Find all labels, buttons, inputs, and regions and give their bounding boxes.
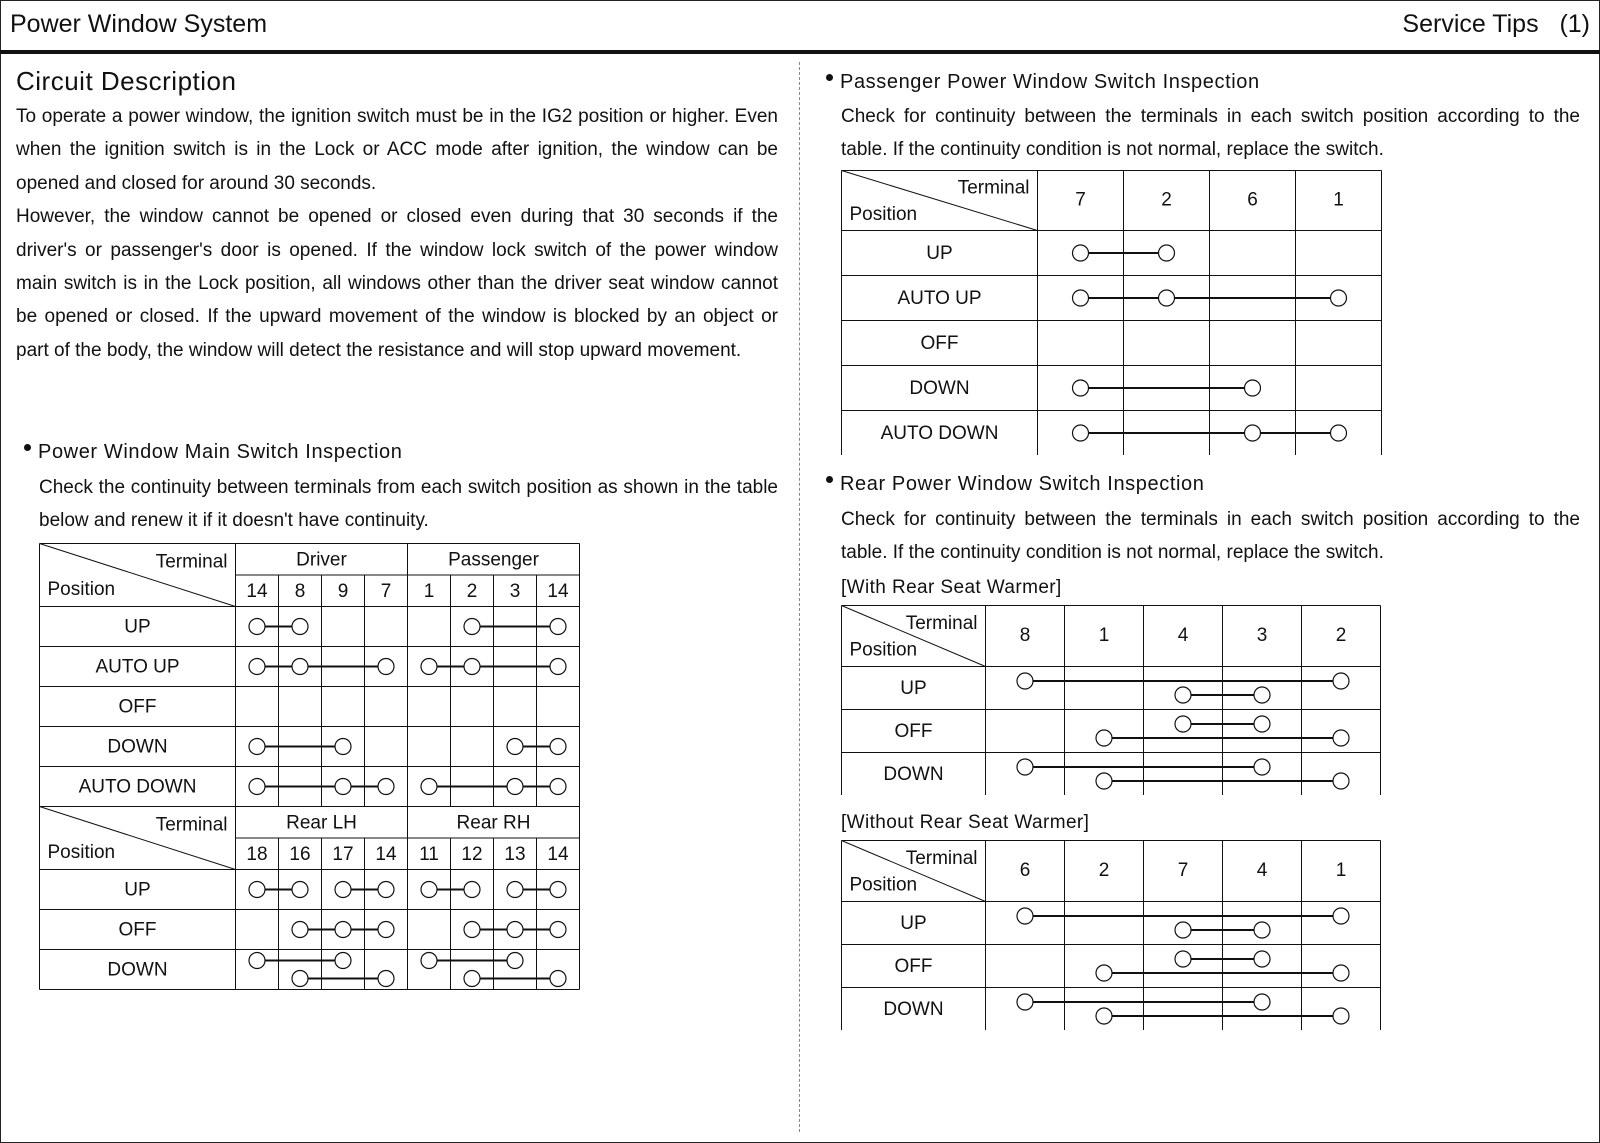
page-number: (1) — [1559, 10, 1590, 38]
terminal-number: 4 — [1177, 625, 1189, 647]
terminal-node-icon — [249, 619, 265, 635]
position-label: OFF — [894, 721, 933, 743]
terminal-node-icon — [1254, 687, 1270, 703]
circuit-paragraph-2: However, the window cannot be opened or closed even during that 30 seconds if the driver's or passenger's door is opened. If the window lock switch of the power window main switch is in the Lock position, all windows other than the driver seat window cannot be opened or closed. If the upward movement of the window is blocked by an object or part of the body, the window will detect the resistance and will stop upward movement. — [16, 206, 778, 361]
terminal-node-icon — [550, 922, 566, 938]
terminal-node-icon — [464, 619, 480, 635]
without-warmer-label: [Without Rear Seat Warmer] — [841, 812, 1090, 833]
main-switch-description: Check the continuity between terminals from each switch position as shown in the table below and renew it if it doesn't have continuity. — [39, 477, 778, 532]
terminal-node-icon — [292, 659, 308, 675]
terminal-node-icon — [378, 922, 394, 938]
terminal-node-icon — [1331, 290, 1347, 306]
terminal-node-icon — [292, 619, 308, 635]
terminal-node-icon — [249, 953, 265, 969]
position-label: UP — [900, 678, 927, 700]
bullet-icon — [826, 476, 833, 483]
terminal-node-icon — [550, 971, 566, 987]
position-label: AUTO UP — [897, 288, 982, 310]
terminal-node-icon — [1175, 951, 1191, 967]
terminal-node-icon — [335, 922, 351, 938]
terminal-node-icon — [1254, 951, 1270, 967]
terminal-number: 14 — [547, 580, 569, 602]
terminal-number: 2 — [1098, 860, 1110, 882]
terminal-node-icon — [464, 922, 480, 938]
section-label — [1402, 10, 1590, 39]
terminal-node-icon — [1017, 673, 1033, 689]
terminal-node-icon — [464, 882, 480, 898]
terminal-number: 18 — [246, 843, 268, 865]
terminal-number: 6 — [1247, 189, 1258, 211]
terminal-node-icon — [507, 922, 523, 938]
terminal-node-icon — [378, 779, 394, 795]
terminal-node-icon — [1333, 730, 1349, 746]
terminal-node-icon — [1175, 922, 1191, 938]
terminal-number: 7 — [1075, 189, 1086, 211]
terminal-header-label: Terminal — [957, 177, 1030, 199]
terminal-node-icon — [1073, 290, 1089, 306]
terminal-node-icon — [1017, 908, 1033, 924]
terminal-node-icon — [292, 971, 308, 987]
group-header-label: Driver — [296, 549, 347, 571]
position-label: UP — [926, 243, 953, 265]
position-label: UP — [900, 913, 927, 935]
terminal-node-icon — [1254, 922, 1270, 938]
terminal-node-icon — [464, 971, 480, 987]
terminal-number: 1 — [423, 580, 435, 602]
terminal-number: 3 — [509, 580, 521, 602]
position-header-label: Position — [849, 874, 918, 896]
terminal-node-icon — [550, 779, 566, 795]
terminal-node-icon — [550, 619, 566, 635]
terminal-node-icon — [378, 882, 394, 898]
terminal-number: 14 — [547, 843, 569, 865]
terminal-node-icon — [1254, 759, 1270, 775]
terminal-node-icon — [421, 882, 437, 898]
position-label: OFF — [118, 919, 157, 941]
terminal-node-icon — [1159, 245, 1175, 261]
terminal-node-icon — [249, 779, 265, 795]
rear-switch-heading: Rear Power Window Switch Inspection — [826, 473, 1204, 496]
terminal-number: 8 — [1019, 625, 1031, 647]
position-label: UP — [124, 616, 151, 638]
terminal-node-icon — [1159, 290, 1175, 306]
bullet-icon — [826, 74, 833, 81]
with-warmer-label: [With Rear Seat Warmer] — [841, 577, 1062, 598]
terminal-number: 1 — [1335, 860, 1347, 882]
terminal-header-label: Terminal — [905, 612, 978, 634]
position-label: OFF — [894, 956, 933, 978]
position-label: AUTO UP — [95, 656, 180, 678]
terminal-number: 2 — [1161, 189, 1172, 211]
position-label: UP — [124, 879, 151, 901]
terminal-node-icon — [1096, 1008, 1112, 1024]
terminal-node-icon — [335, 882, 351, 898]
terminal-node-icon — [1017, 994, 1033, 1010]
passenger-switch-table — [841, 170, 1386, 455]
terminal-node-icon — [1245, 380, 1261, 396]
terminal-node-icon — [1254, 994, 1270, 1010]
terminal-number: 1 — [1333, 189, 1344, 211]
terminal-node-icon — [1331, 425, 1347, 441]
terminal-node-icon — [335, 739, 351, 755]
terminal-node-icon — [1175, 716, 1191, 732]
terminal-number: 16 — [289, 843, 311, 865]
terminal-number: 7 — [1177, 860, 1189, 882]
terminal-node-icon — [1175, 687, 1191, 703]
rear-switch-with-warmer-table — [841, 605, 1386, 795]
terminal-header-label: Terminal — [905, 847, 978, 869]
main-switch-table — [39, 543, 584, 995]
terminal-node-icon — [1254, 716, 1270, 732]
terminal-node-icon — [335, 779, 351, 795]
column-divider — [799, 62, 800, 1132]
terminal-node-icon — [1333, 965, 1349, 981]
page-header — [0, 0, 1600, 54]
terminal-node-icon — [1096, 773, 1112, 789]
terminal-node-icon — [378, 659, 394, 675]
position-header-label: Position — [47, 579, 116, 601]
terminal-node-icon — [292, 922, 308, 938]
terminal-node-icon — [1333, 773, 1349, 789]
terminal-node-icon — [507, 882, 523, 898]
group-header-label: Rear LH — [286, 812, 357, 834]
terminal-node-icon — [550, 739, 566, 755]
position-label: AUTO DOWN — [880, 423, 999, 445]
terminal-number: 12 — [461, 843, 483, 865]
terminal-node-icon — [550, 882, 566, 898]
terminal-number: 11 — [419, 843, 439, 865]
terminal-node-icon — [1333, 1008, 1349, 1024]
terminal-node-icon — [292, 882, 308, 898]
rear-switch-without-warmer-table — [841, 840, 1386, 1030]
circuit-paragraph-1: To operate a power window, the ignition switch must be in the IG2 position or higher. Even when the ignition switch is in the Lock or ACC mode after ignition, the window can be opened and closed for around 30 seconds. — [16, 106, 778, 194]
terminal-node-icon — [1096, 730, 1112, 746]
terminal-number: 9 — [337, 580, 349, 602]
terminal-node-icon — [507, 779, 523, 795]
terminal-node-icon — [1096, 965, 1112, 981]
terminal-node-icon — [1073, 425, 1089, 441]
rear-switch-description: Check for continuity between the terminals in each switch position according to the table. If the continuity condition is not normal, replace the switch. — [841, 509, 1580, 564]
position-label: DOWN — [107, 959, 168, 981]
position-label: DOWN — [107, 736, 168, 758]
group-header-label: Passenger — [448, 549, 539, 571]
terminal-number: 3 — [1256, 625, 1268, 647]
terminal-node-icon — [421, 779, 437, 795]
terminal-number: 17 — [332, 843, 354, 865]
terminal-node-icon — [464, 659, 480, 675]
position-label: AUTO DOWN — [78, 776, 197, 798]
terminal-node-icon — [1333, 673, 1349, 689]
section-name: Service Tips — [1402, 10, 1539, 38]
position-label: OFF — [920, 333, 959, 355]
terminal-number: 4 — [1256, 860, 1268, 882]
main-switch-heading: Power Window Main Switch Inspection — [24, 441, 402, 464]
position-label: OFF — [118, 696, 157, 718]
terminal-node-icon — [421, 953, 437, 969]
position-label: DOWN — [883, 764, 944, 786]
terminal-node-icon — [1017, 759, 1033, 775]
terminal-header-label: Terminal — [155, 551, 228, 573]
terminal-node-icon — [378, 971, 394, 987]
terminal-number: 1 — [1098, 625, 1110, 647]
terminal-node-icon — [1333, 908, 1349, 924]
position-label: DOWN — [883, 999, 944, 1021]
terminal-node-icon — [1245, 425, 1261, 441]
terminal-node-icon — [249, 659, 265, 675]
terminal-number: 7 — [380, 580, 392, 602]
position-header-label: Position — [47, 842, 116, 864]
passenger-switch-description: Check for continuity between the terminals in each switch position according to the table. If the continuity condition is not normal, replace the switch. — [841, 106, 1580, 161]
group-header-label: Rear RH — [456, 812, 531, 834]
terminal-number: 2 — [466, 580, 478, 602]
terminal-number: 2 — [1335, 625, 1347, 647]
terminal-number: 13 — [504, 843, 526, 865]
terminal-node-icon — [335, 953, 351, 969]
terminal-number: 14 — [375, 843, 397, 865]
bullet-icon — [24, 444, 31, 451]
terminal-number: 14 — [246, 580, 268, 602]
terminal-node-icon — [1073, 245, 1089, 261]
terminal-node-icon — [507, 739, 523, 755]
terminal-node-icon — [421, 659, 437, 675]
terminal-node-icon — [249, 882, 265, 898]
terminal-number: 6 — [1019, 860, 1031, 882]
terminal-number: 8 — [294, 580, 306, 602]
circuit-description-text — [16, 100, 778, 367]
terminal-header-label: Terminal — [155, 814, 228, 836]
circuit-description-heading: Circuit Description — [16, 66, 237, 96]
page-title: Power Window System — [10, 10, 268, 38]
position-header-label: Position — [849, 203, 918, 225]
terminal-node-icon — [507, 953, 523, 969]
position-header-label: Position — [849, 639, 918, 661]
terminal-node-icon — [1073, 380, 1089, 396]
passenger-switch-heading: Passenger Power Window Switch Inspection — [826, 71, 1260, 94]
terminal-node-icon — [550, 659, 566, 675]
position-label: DOWN — [909, 378, 970, 400]
terminal-node-icon — [249, 739, 265, 755]
